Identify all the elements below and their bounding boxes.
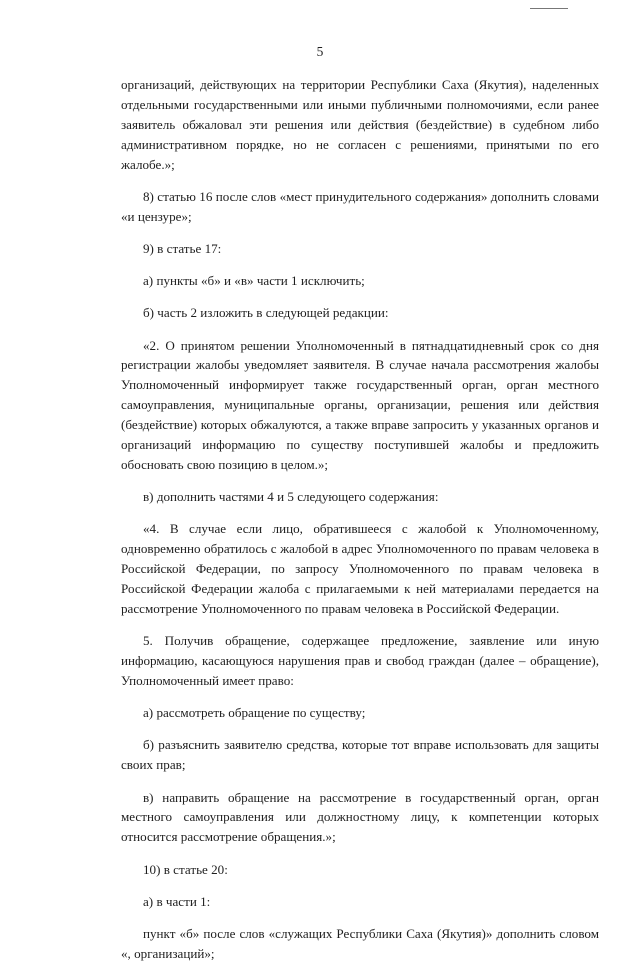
paragraph: б) разъяснить заявителю средства, которые тот вправе использовать для защиты своих прав;	[121, 737, 599, 773]
paragraph: а) в части 1:	[143, 893, 211, 909]
paragraph: а) пункты «б» и «в» части 1 исключить;	[143, 273, 365, 289]
corner-mark	[530, 8, 568, 9]
paragraph: 10) в статье 20:	[143, 861, 228, 877]
paragraph: б) часть 2 изложить в следующей редакции:	[143, 305, 389, 321]
page-number: 5	[316, 44, 324, 59]
paragraph: «2. О принятом решении Уполномоченный в пятнадцатидневный срок со дня регистрации жалобы уведомляет заявителя. В случае начала рассмотрения жалобы Уполномоченный информирует также государственный орган, орган местного самоуправления, муниципальные органы, организации, решения или действия (бездействие) которых обжалуются, а также вправе запросить у указанных органов и организаций информацию по существу поступившей жалобы и предложить обосновать свою позицию в целом.»;	[121, 337, 599, 472]
paragraph: 8) статью 16 после слов «мест принудительного содержания» дополнить словами «и цензуре»;	[121, 188, 599, 224]
paragraph: а) рассмотреть обращение по существу;	[143, 705, 366, 721]
paragraph: в) дополнить частями 4 и 5 следующего содержания:	[143, 489, 439, 505]
paragraph: пункт «б» после слов «служащих Республики Саха (Якутия)» дополнить словом «, организаций»;	[121, 925, 599, 961]
document-body	[121, 75, 599, 964]
paragraph: 9) в статье 17:	[143, 240, 222, 256]
paragraph: в) направить обращение на рассмотрение в государственный орган, орган местного самоуправления или должностному лицу, к компетенции которых относится рассмотрение обращения.»;	[121, 789, 599, 845]
paragraph: 5. Получив обращение, содержащее предложение, заявление или иную информацию, касающуюся нарушения прав и свобод граждан (далее – обращение), Уполномоченный имеет право:	[121, 633, 599, 689]
paragraph: «4. В случае если лицо, обратившееся с жалобой к Уполномоченному, одновременно обратилось с жалобой в адрес Уполномоченного по правам человека в Российской Федерации, по запросу Уполномоченного по правам человека в Российской Федерации жалоба с прилагаемыми к ней материалами передается на рассмотрение Уполномоченного по правам человека в Российской Федерации.	[121, 521, 599, 617]
paragraph: организаций, действующих на территории Республики Саха (Якутия), наделенных отдельными государственными или иными публичными полномочиями, если ранее заявитель обжаловал эти решения или действия (бездействие) в судебном либо административном порядке, но не согласен с решениями, принятыми по его жалобе.»;	[121, 77, 599, 172]
